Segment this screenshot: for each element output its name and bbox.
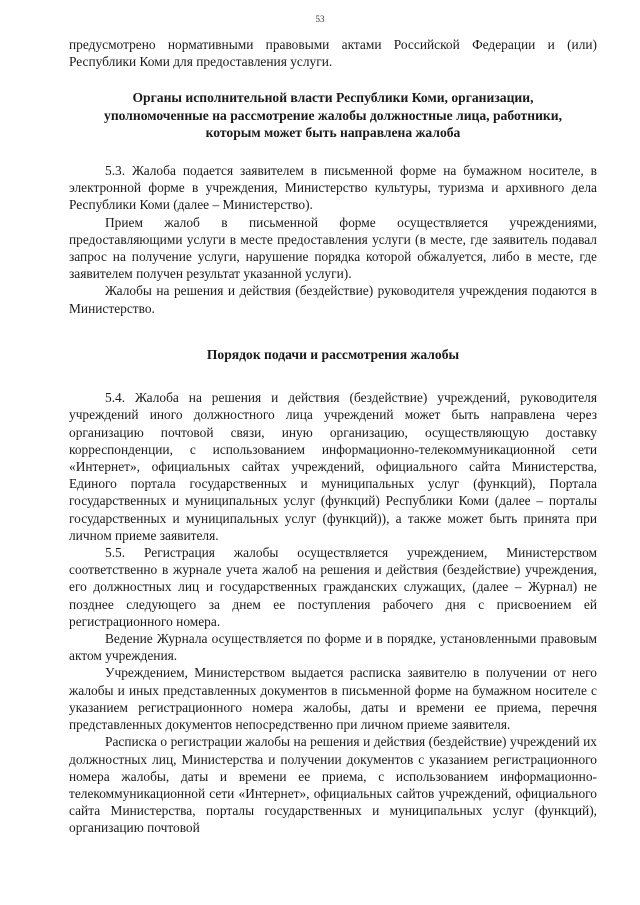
paragraph-written-complaints: Прием жалоб в письменной форме осуществляется учреждениями, предоставляющими услуги в месте предоставления услуги (в месте, где заявитель подавал запрос на получение услуги, нарушение порядка которой обжалуется, либо в месте, где заявителем получен результат указанной услуги). — [69, 214, 597, 282]
paragraph-5-3: 5.3. Жалоба подается заявителем в письменной форме на бумажном носителе, в электронной форме в учреждения, Министерство культуры, туризма и архивного дела Республики Коми (далее – Министерство). — [69, 162, 597, 213]
intro-paragraph: предусмотрено нормативными правовыми актами Российской Федерации и (или) Республики Коми для предоставления услуги. — [69, 37, 597, 70]
paragraph-receipt: Учреждением, Министерством выдается расписка заявителю в получении от него жалобы и иных представленных документов в письменной форме на бумажном носителе с указанием регистрационного номера жалобы, даты и времени ее приема, перечня представленных документов непосредственно при личном приеме заявителя. — [69, 665, 597, 733]
paragraph-journal: Ведение Журнала осуществляется по форме и в порядке, установленными правовым актом учреждения. — [69, 631, 597, 664]
page-number: 53 — [315, 14, 325, 24]
paragraph-head-complaints: Жалобы на решения и действия (бездействие) руководителя учреждения подаются в Министерство. — [69, 283, 597, 316]
section-heading-authorities: Органы исполнительной власти Республики Коми, организации, уполномоченные на рассмотрение жалобы должностные лица, работники, которым может быть направлена жалоба — [104, 90, 562, 141]
paragraph-5-4: 5.4. Жалоба на решения и действия (бездействие) учреждений, руководителя учреждений иного должностного лица учреждений может быть направлена через организацию почтовой связи, иную организацию, осуществляющую доставку корреспонденции, с использованием информационно-телекоммуникационной сети «Интернет», официальных сайтах учреждений, официального сайта Министерства, Единого портала государственных и муниципальных услуг (функций), Портала государственных и муниципальных услуг (функций) Республики Коми (далее – порталы государственных и муниципальных услуг (функций)), а также может быть принята при личном приеме заявителя. — [69, 390, 597, 543]
section-heading-procedure: Порядок подачи и рассмотрения жалобы — [206, 346, 460, 362]
paragraph-5-5: 5.5. Регистрация жалобы осуществляется учреждением, Министерством соответственно в журнале учета жалоб на решения и действия (бездействие) учреждения, его должностных лиц и государственных гражданских служащих, (далее – Журнал) не позднее следующего за днем ее поступления рабочего дня с присвоением ей регистрационного номера. — [69, 545, 597, 629]
paragraph-receipt-registration: Расписка о регистрации жалобы на решения и действия (бездействие) учреждений их должностных лиц, Министерства и получении документов с указанием регистрационного номера жалобы, даты и времени ее приема, с использованием информационно-телекоммуникационной сети «Интернет», официальных сайтов учреждений, официального сайта Министерства, порталы государственных и муниципальных услуг (функций), организацию почтовой — [69, 734, 597, 836]
document-body — [69, 36, 597, 837]
